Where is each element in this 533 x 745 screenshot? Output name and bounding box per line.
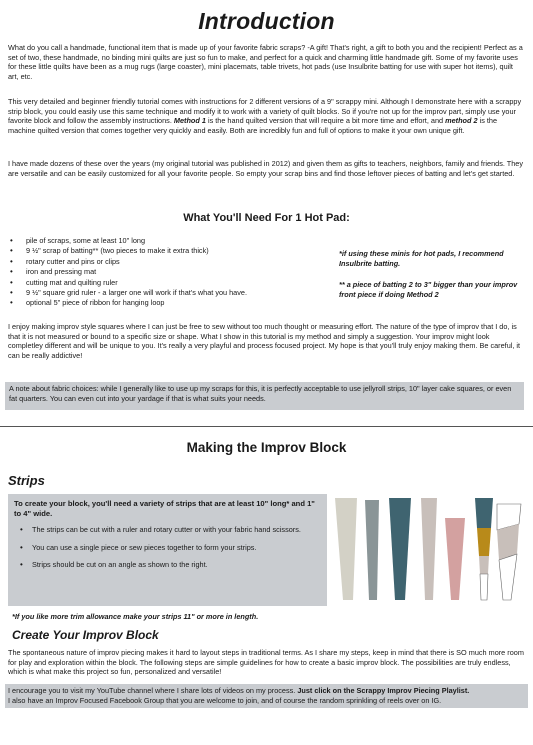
fabric-note: A note about fabric choices: while I generally like to use up my scraps for this, it is perfectly acceptable to use jellyroll strips, 10" layer cake squares, or even fat quarters. You can even cut into your yardage if that is what suits your needs. xyxy=(9,384,512,403)
list-item: • rotary cutter and pins or clips xyxy=(8,257,328,267)
section-divider xyxy=(0,426,533,427)
list-item: • Strips should be cut on an angle as shown to the right. xyxy=(14,560,321,570)
strip-5 xyxy=(445,518,465,600)
create-paragraph: The spontaneous nature of improv piecing makes it hard to layout steps in traditional terms. As I share my steps, keep in mind that there is SO much more room for play and exploration within the block. The following steps are simple guidelines for how to create a basic improv block. The possibilities are truly endless, which is what make this project so fun, personalized and versatile! xyxy=(8,648,524,677)
intro-paragraph-1: What do you call a handmade, functional item that is made up of your favorite fabric scraps? -A gift! That's right, a gift to both you and the recipient! Perfect as a set of two, these handmade, no binding mini quilts are just so fun to make, and perfect for a quick and charming little handmade gift. Some of my favorite uses for these little quilts have been as a mug rugs (large coaster), mini placemats, table trivets, hot pads (use Insulbrite batting for use with super hot items), quilt art, etc. xyxy=(8,43,523,81)
strip-6b xyxy=(477,528,491,556)
improv-paragraph: I enjoy making improv style squares where I can just be free to sew without too much thought or measuring effort. The nature of the type of improv that I do, is that it is not measured or bound to a specific size or shape. What I show in this tutorial is my method and simply a suggestion. Your improv might look completley different and will be unique to you. It's really a very playful and process focused project. My hope is that you'll truly enjoy making them. Be careful, it can be really addictive! xyxy=(8,322,521,360)
strips-info-box xyxy=(8,494,327,606)
strips-bullets xyxy=(14,525,321,570)
youtube-playlist-link[interactable]: Just click on the Scrappy Improv Piecing Playlist. xyxy=(297,686,470,695)
list-item: • pile of scraps, some at least 10" long xyxy=(8,236,328,246)
strips-lead: To create your block, you'll need a variety of strips that are at least 10" long* and 1" to 4" wide. xyxy=(14,499,315,518)
supplies-list xyxy=(8,236,328,309)
strip-3 xyxy=(389,498,411,600)
list-item: • iron and pressing mat xyxy=(8,267,328,277)
fabric-note-box xyxy=(5,382,524,410)
insulbrite-note: *if using these minis for hot pads, I recommend Insulbrite batting. xyxy=(339,249,504,268)
list-item: • optional 5" piece of ribbon for hanging loop xyxy=(8,298,328,308)
intro-paragraph-3: I have made dozens of these over the years (my original tutorial was published in 2012) and given them as gifts to teachers, neighbors, family and friends. They are versatile and can be easily customized for all your favorite people. So empty your scrap bins and find those leftover pieces of batting and let's get started. xyxy=(8,159,523,178)
page-title: Introduction xyxy=(198,8,335,34)
supplies-heading: What You'll Need For 1 Hot Pad: xyxy=(183,212,350,224)
method-2-label: method 2 xyxy=(445,116,478,126)
angled-strips-illustration xyxy=(333,494,525,606)
create-heading: Create Your Improv Block xyxy=(12,628,159,642)
youtube-note-box: I encourage you to visit my YouTube channel where I share lots of videos on my process. Just click on the Scrappy Improv Piecing Playlist. I also have an Improv Focused Facebook Group that you are welcome to join, and of course the random sprinkling of reels over on IG. xyxy=(5,684,528,708)
batting-note: ** a piece of batting 2 to 3" bigger than your improv front piece if doing Method 2 xyxy=(339,280,518,299)
strip-4 xyxy=(421,498,437,600)
strip-1 xyxy=(335,498,357,600)
section-heading: Making the Improv Block xyxy=(186,440,347,455)
list-item: • 9 ½" square grid ruler - a larger one will work if that's what you have. xyxy=(8,288,328,298)
strip-6c xyxy=(479,556,489,574)
strip-2 xyxy=(365,500,379,600)
list-item: • You can use a single piece or sew pieces together to form your strips. xyxy=(14,543,321,553)
list-item: • cutting mat and quilting ruler xyxy=(8,278,328,288)
trim-allowance-note: *If you like more trim allowance make your strips 11" or more in length. xyxy=(12,612,259,621)
strip-6a xyxy=(475,498,493,528)
strip-7c xyxy=(499,554,517,600)
intro-paragraph-2: This very detailed and beginner friendly tutorial comes with instructions for 2 different versions of a 9" scrappy mini. Although I demonstrate here with a scrappy strip block, you could easily use this same technique and modify it to work with a variety of quilt blocks. So if you're not up for the improv part, simply use your favorite block and follow the assembly instructions. Method 1 is the hand quilted version that will require a bit more time and effort, and method 2 is the machine quilted version that comes together very quickly and easily. Both are incredibly fun and full of options to make it your own unique gift. xyxy=(8,97,522,135)
method-1-label: Method 1 xyxy=(173,116,206,126)
strips-heading: Strips xyxy=(8,473,45,488)
strip-6d xyxy=(480,574,488,600)
list-item: • The strips can be cut with a ruler and rotary cutter or with your fabric hand scissors. xyxy=(14,525,321,535)
list-item: • 9 ½" scrap of batting** (two pieces to make it extra thick) xyxy=(8,246,328,256)
